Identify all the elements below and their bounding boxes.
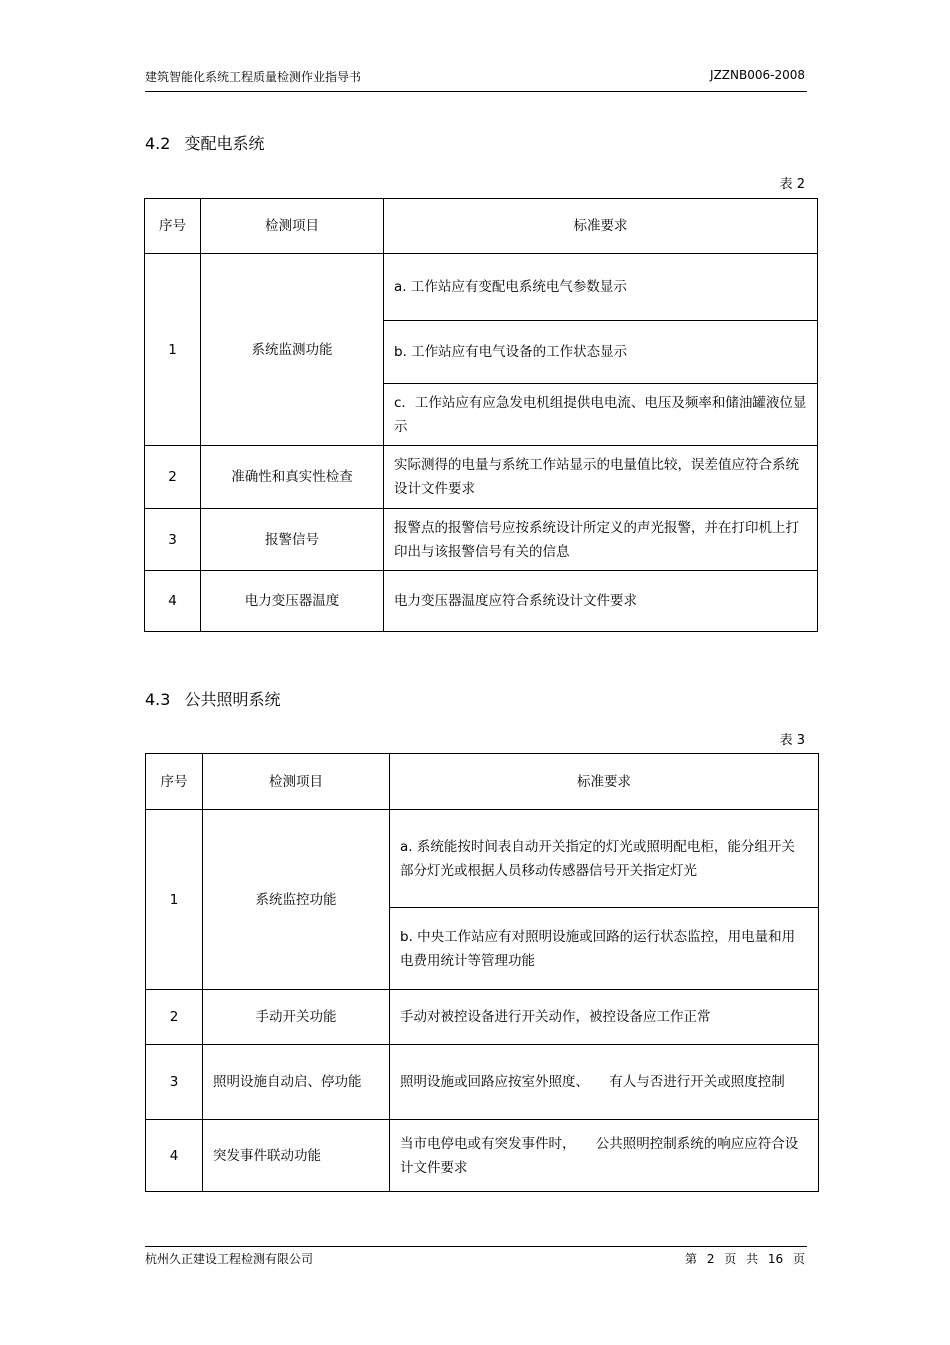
row-requirement: 当市电停电或有突发事件时， 公共照明控制系统的响应应符合设计文件要求 (390, 1120, 819, 1192)
row-requirement: 电力变压器温度应符合系统设计文件要求 (384, 571, 818, 632)
row-item: 系统监控功能 (203, 810, 390, 990)
section-42-heading (145, 131, 264, 154)
table-row (146, 810, 819, 908)
col-header-requirement: 标准要求 (384, 199, 818, 254)
row-item: 手动开关功能 (203, 990, 390, 1045)
row-requirement: 手动对被控设备进行开关动作，被控设备应工作正常 (390, 990, 819, 1045)
table-2-caption: 表 2 (779, 177, 805, 192)
table-3-header-row (146, 754, 819, 810)
col-header-no: 序号 (146, 754, 203, 810)
row-item: 照明设施自动启、停功能 (203, 1045, 390, 1120)
row-no: 2 (145, 446, 201, 509)
table-row (146, 990, 819, 1045)
table-row (145, 254, 818, 321)
row-no: 2 (146, 990, 203, 1045)
row-item: 报警信号 (201, 509, 384, 571)
row-no: 4 (146, 1120, 203, 1192)
footer-page-info: 第 2 页 共 16 页 (685, 1252, 805, 1266)
row-no: 4 (145, 571, 201, 632)
row-requirement: 实际测得的电量与系统工作站显示的电量值比较，误差值应符合系统设计文件要求 (384, 446, 818, 509)
row-no: 1 (146, 810, 203, 990)
table-row (146, 1120, 819, 1192)
row-requirement: 照明设施或回路应按室外照度、 有人与否进行开关或照度控制 (390, 1045, 819, 1120)
col-header-item: 检测项目 (203, 754, 390, 810)
row-requirement: 报警点的报警信号应按系统设计所定义的声光报警，并在打印机上打印出与该报警信号有关的信息 (384, 509, 818, 571)
row-requirement: a. 系统能按时间表自动开关指定的灯光或照明配电柜，能分组开关部分灯光或根据人员移动传感器信号开关指定灯光 (390, 810, 819, 908)
col-header-no: 序号 (145, 199, 201, 254)
table-row (145, 509, 818, 571)
section-43-number: 4.3 (145, 690, 171, 709)
header-doc-code: JZZNB006-2008 (710, 68, 805, 82)
table-row (145, 571, 818, 632)
table-row (145, 446, 818, 509)
footer-rule (145, 1246, 807, 1247)
row-requirement: a. 工作站应有变配电系统电气参数显示 (384, 254, 818, 321)
table-2-header-row (145, 199, 818, 254)
row-no: 1 (145, 254, 201, 446)
row-item: 系统监测功能 (201, 254, 384, 446)
table-2 (144, 198, 818, 632)
section-42-title: 变配电系统 (184, 134, 265, 153)
row-no: 3 (146, 1045, 203, 1120)
row-item: 准确性和真实性检查 (201, 446, 384, 509)
row-item: 突发事件联动功能 (203, 1120, 390, 1192)
section-43-heading (145, 687, 280, 710)
header-rule (145, 91, 807, 92)
row-requirement: b. 工作站应有电气设备的工作状态显示 (384, 321, 818, 384)
table-3 (145, 753, 819, 1192)
row-no: 3 (145, 509, 201, 571)
row-item: 电力变压器温度 (201, 571, 384, 632)
section-42-number: 4.2 (145, 134, 171, 153)
col-header-item: 检测项目 (201, 199, 384, 254)
section-43-title: 公共照明系统 (184, 690, 281, 709)
row-requirement: b. 中央工作站应有对照明设施或回路的运行状态监控，用电量和用电费用统计等管理功能 (390, 908, 819, 990)
col-header-requirement: 标准要求 (390, 754, 819, 810)
row-requirement: c．工作站应有应急发电机组提供电电流、电压及频率和储油罐液位显示 (384, 384, 818, 446)
table-row (146, 1045, 819, 1120)
table-3-caption: 表 3 (779, 733, 805, 748)
footer-company: 杭州久正建设工程检测有限公司 (145, 1252, 314, 1266)
header-title: 建筑智能化系统工程质量检测作业指导书 (145, 70, 362, 84)
